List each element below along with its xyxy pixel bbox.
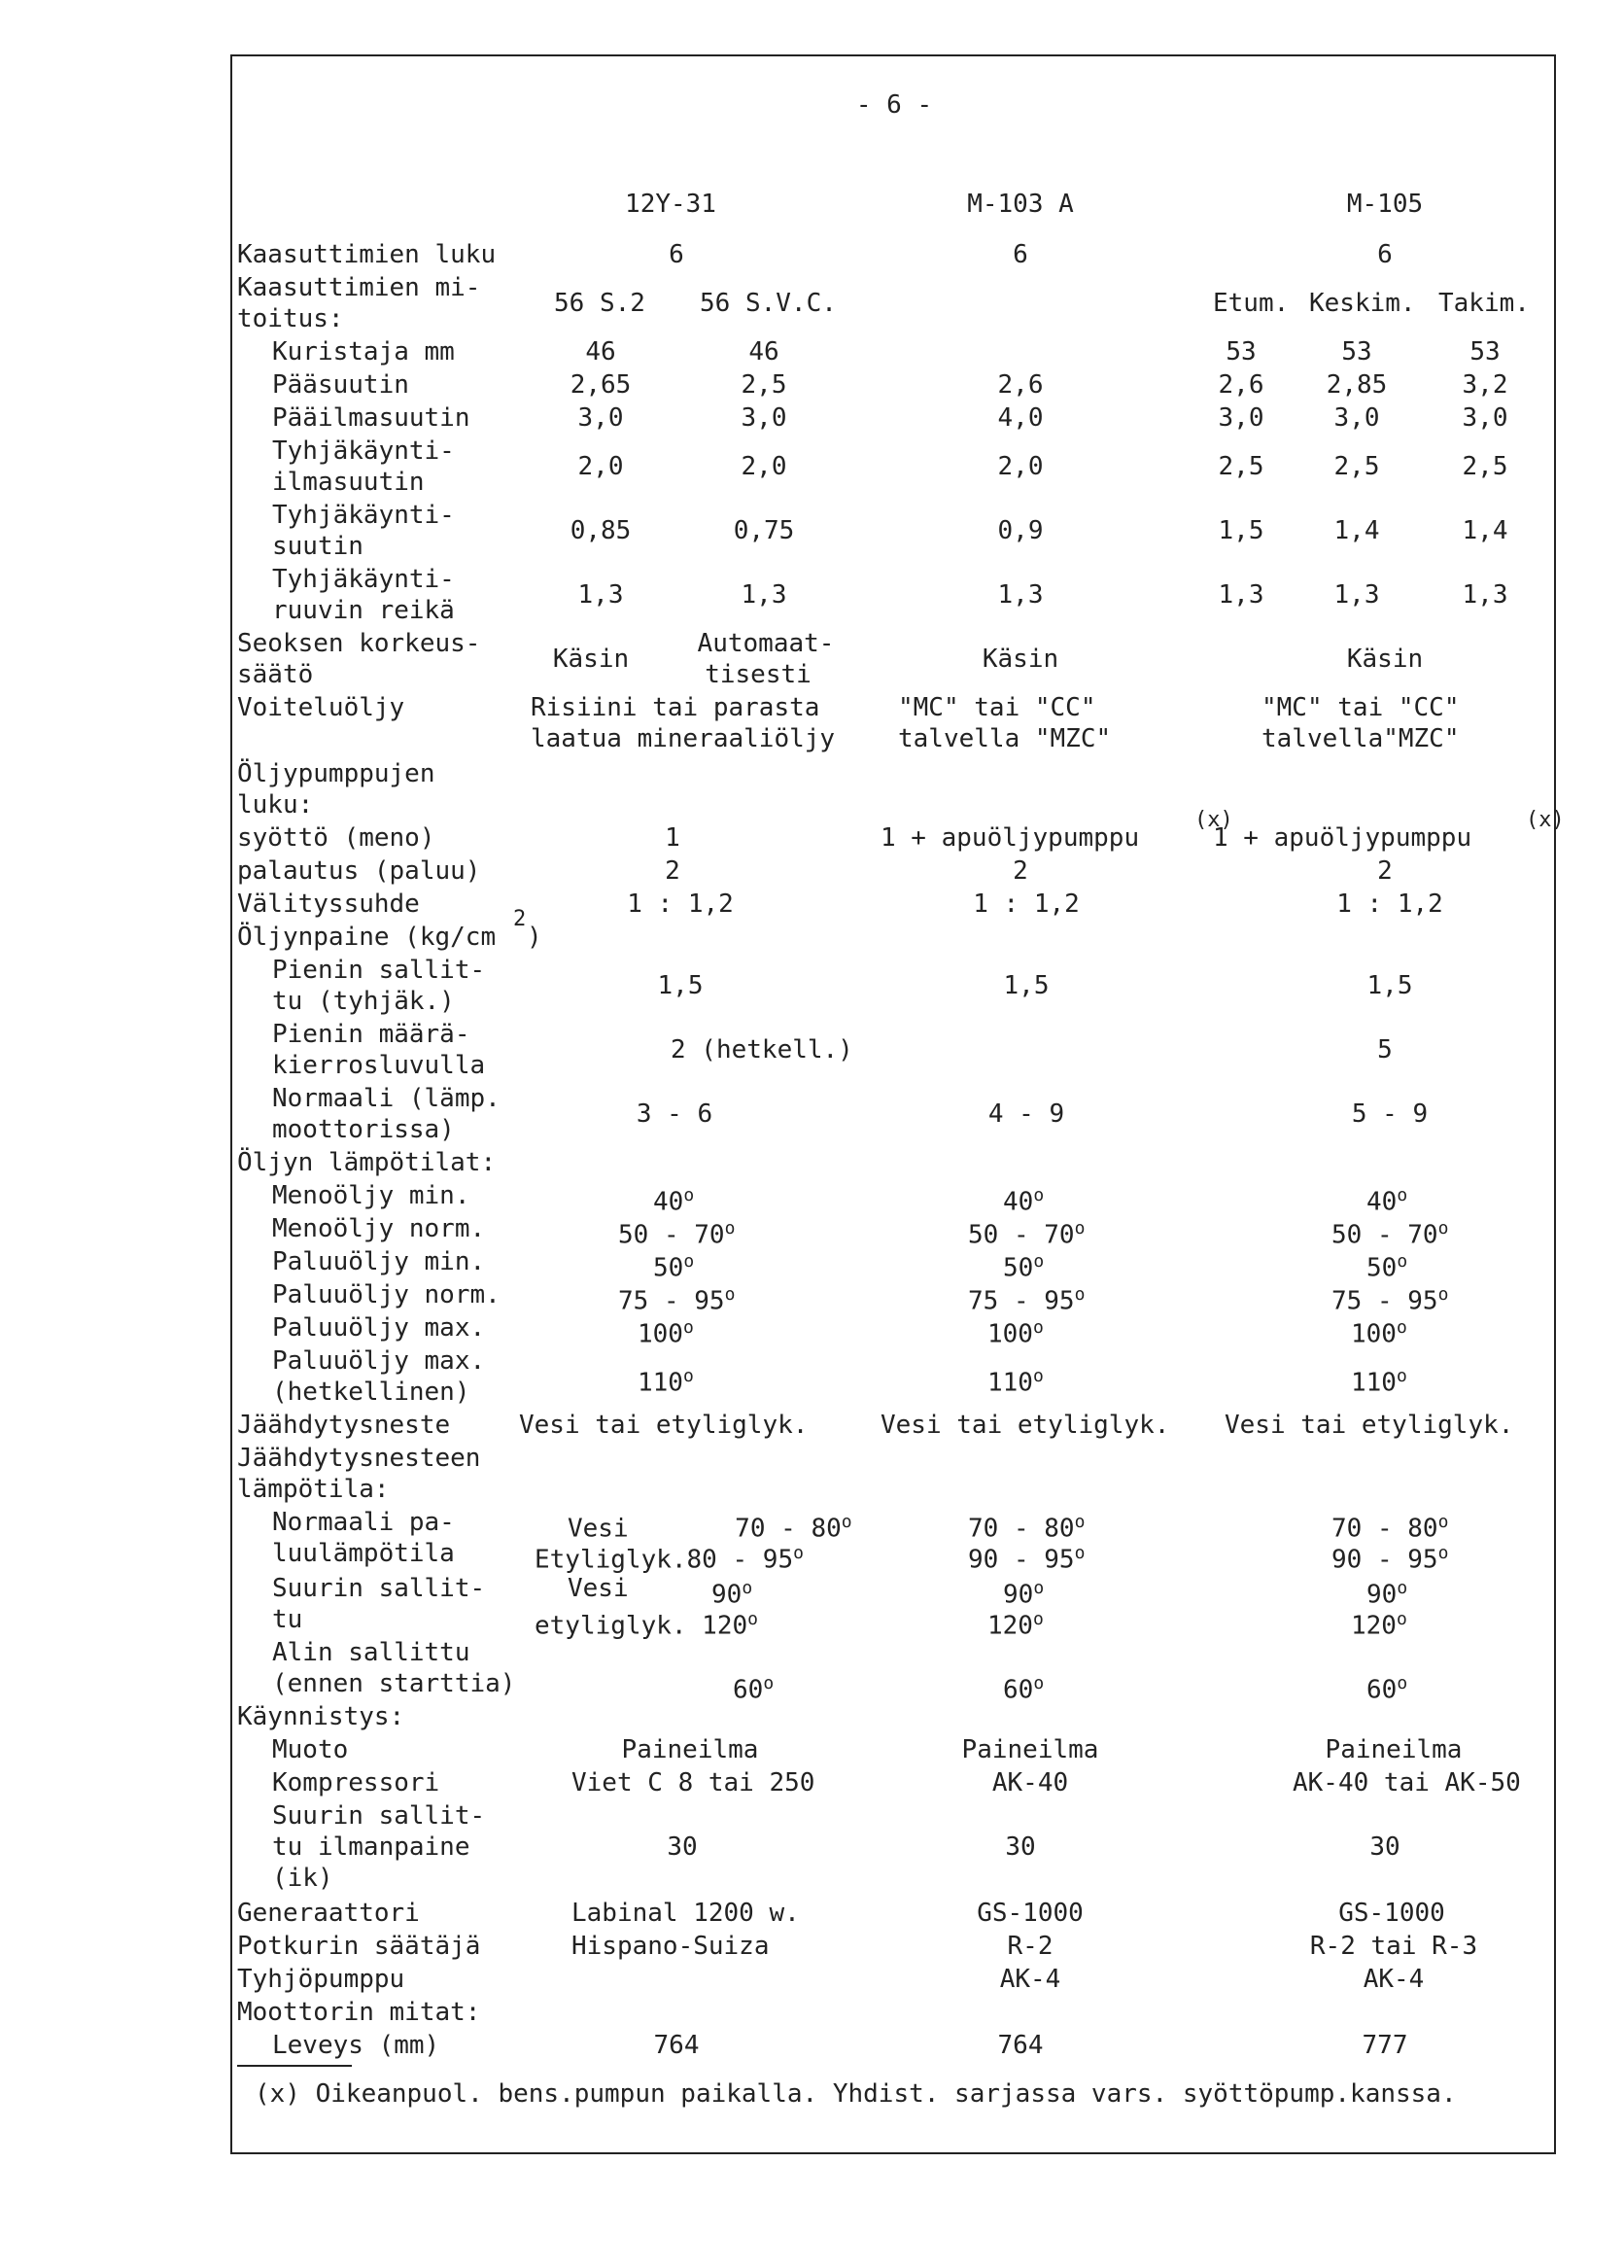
cell: 2,65 — [570, 370, 632, 400]
cell: 90 - 95$^o$ — [968, 1543, 1086, 1575]
cell: AK-4 — [1363, 1965, 1425, 1994]
cell: 40$^o$ — [1366, 1185, 1408, 1217]
cell: 6 — [669, 240, 684, 269]
cell: "MC" tai "CC" — [898, 693, 1096, 722]
cell: 75 - 95$^o$ — [968, 1284, 1086, 1316]
cell: 0,85 — [570, 516, 632, 545]
cell: 100$^o$ — [638, 1317, 694, 1349]
row-label: Normaali pa- — [272, 1508, 455, 1537]
cell: 90$^o$ — [1366, 1578, 1408, 1610]
cell: 120$^o$ — [1351, 1609, 1407, 1641]
cell: laatua mineraaliöljy — [531, 724, 836, 753]
cell: Automaat- — [697, 629, 835, 658]
cell: AK-40 — [991, 1768, 1069, 1797]
cell: 50$^o$ — [653, 1251, 695, 1283]
cell: 1,5 — [1218, 516, 1264, 545]
row-label: luku: — [237, 790, 314, 820]
cell: 1,5 — [657, 971, 704, 1000]
cell: "MC" tai "CC" — [1261, 693, 1460, 722]
row-label: Kompressori — [272, 1768, 440, 1797]
cell: tisesti — [705, 660, 812, 689]
superscript: 2 — [513, 907, 527, 931]
cell: Etum. — [1213, 289, 1290, 318]
row-label: Öljyn lämpötilat: — [237, 1148, 497, 1177]
footnote: (x) Oikeanpuol. bens.pumpun paikalla. Yhdist. sarjassa vars. syöttöpump.kanssa. — [255, 2079, 1457, 2109]
cell: 4 - 9 — [987, 1099, 1065, 1129]
cell: Risiini tai parasta — [531, 693, 820, 722]
cell: 110$^o$ — [638, 1366, 694, 1398]
cell: 1,4 — [1333, 516, 1380, 545]
cell: 2,5 — [741, 370, 787, 400]
cell: Labinal 1200 w. — [571, 1899, 800, 1928]
row-label: Pääsuutin — [272, 370, 409, 400]
row-label: Pienin sallit- — [272, 956, 486, 985]
cell: 1,5 — [1366, 971, 1413, 1000]
cell: 40$^o$ — [653, 1185, 695, 1217]
row-label: Alin sallittu — [272, 1638, 470, 1667]
cell: 2 — [1377, 856, 1393, 886]
cell: 1,3 — [1462, 580, 1508, 610]
cell: 100$^o$ — [987, 1317, 1044, 1349]
cell: 46 — [748, 337, 779, 366]
cell: 50$^o$ — [1003, 1251, 1045, 1283]
row-label: Kaasuttimien luku — [237, 240, 497, 269]
cell: 2,5 — [1462, 452, 1508, 481]
row-label: Muoto — [272, 1735, 349, 1764]
cell: 1,5 — [1003, 971, 1050, 1000]
cell: Paineilma — [621, 1735, 759, 1764]
row-label: Paluuöljy max. — [272, 1346, 486, 1376]
cell: 53 — [1226, 337, 1257, 366]
row-label: Potkurin säätäjä — [237, 1932, 481, 1961]
row-label: Pienin määrä- — [272, 1020, 470, 1049]
row-label: tu (tyhjäk.) — [272, 987, 455, 1016]
cell: Paineilma — [961, 1735, 1099, 1764]
cell: 1,3 — [741, 580, 787, 610]
row-label: (ennen starttia) — [272, 1669, 516, 1698]
cell: 1,3 — [1218, 580, 1264, 610]
cell: 1,3 — [1333, 580, 1380, 610]
row-label: Pääilmasuutin — [272, 403, 470, 433]
row-label: moottorissa) — [272, 1115, 455, 1144]
cell: 30 — [1005, 1832, 1036, 1862]
cell: talvella"MZC" — [1261, 724, 1460, 753]
cell: AK-40 tai AK-50 — [1293, 1768, 1521, 1797]
row-label: Välityssuhde — [237, 890, 420, 919]
row-label: suutin — [272, 532, 363, 561]
row-label: toitus: — [237, 304, 344, 333]
row-label: luulämpötila — [272, 1539, 455, 1568]
cell: 75 - 95$^o$ — [1331, 1284, 1449, 1316]
cell: 2 — [1013, 856, 1028, 886]
cell: Viet C 8 tai 250 — [571, 1768, 815, 1797]
cell: 90$^o$ — [1003, 1578, 1045, 1610]
cell: Vesi tai etyliglyk. — [1225, 1411, 1514, 1440]
cell: Etyliglyk.80 - 95$^o$ — [535, 1543, 804, 1575]
cell: 2,6 — [997, 370, 1044, 400]
row-label: tu — [272, 1605, 303, 1634]
row-label: Tyhjäkäynti- — [272, 501, 455, 530]
cell: R-2 tai R-3 — [1309, 1932, 1478, 1961]
row-label: Kuristaja mm — [272, 337, 455, 366]
cell: GS-1000 — [977, 1899, 1084, 1928]
row-label: Seoksen korkeus- — [237, 629, 481, 658]
row-label: Suurin sallit- — [272, 1574, 486, 1603]
cell: Käsin — [982, 645, 1059, 674]
cell: 75 - 95$^o$ — [618, 1284, 736, 1316]
row-label: säätö — [237, 660, 314, 689]
cell: 50$^o$ — [1366, 1251, 1408, 1283]
cell: 1 + apuöljypumppu — [1213, 823, 1472, 853]
cell: 50 - 70$^o$ — [968, 1218, 1086, 1250]
cell: 2 — [665, 856, 680, 886]
row-label: lämpötila: — [237, 1475, 390, 1504]
cell: 70 - 80$^o$ — [968, 1512, 1086, 1544]
cell: 764 — [997, 2031, 1044, 2060]
cell: 30 — [1369, 1832, 1400, 1862]
row-label: Menoöljy min. — [272, 1181, 470, 1210]
cell: 3,0 — [741, 403, 787, 433]
cell: AK-4 — [999, 1965, 1061, 1994]
cell: 1,4 — [1462, 516, 1508, 545]
cell: 2,5 — [1333, 452, 1380, 481]
cell: 3 - 6 — [636, 1099, 713, 1129]
cell: Vesi tai etyliglyk. — [519, 1411, 809, 1440]
cell: 6 — [1377, 240, 1393, 269]
row-label: (hetkellinen) — [272, 1378, 470, 1407]
cell: Käsin — [1346, 645, 1424, 674]
row-label: syöttö (meno) — [237, 823, 435, 853]
cell: 70 - 80$^o$ — [1331, 1512, 1449, 1544]
cell: 0,75 — [733, 516, 795, 545]
row-label: Voiteluöljy — [237, 693, 405, 722]
row-label: Suurin sallit- — [272, 1801, 486, 1831]
cell: 53 — [1469, 337, 1501, 366]
cell: talvella "MZC" — [898, 724, 1112, 753]
row-label: Menoöljy norm. — [272, 1214, 486, 1243]
cell: 3,0 — [1462, 403, 1508, 433]
cell: 1,3 — [577, 580, 624, 610]
cell: 30 — [667, 1832, 698, 1862]
row-label: Öljynpaine (kg/cm — [237, 923, 497, 952]
row-label: Leveys (mm) — [272, 2031, 440, 2060]
cell: Vesi — [568, 1574, 629, 1603]
cell: Paineilma — [1325, 1735, 1463, 1764]
cell: 4,0 — [997, 403, 1044, 433]
cell: 100$^o$ — [1351, 1317, 1407, 1349]
cell: R-2 — [1007, 1932, 1054, 1961]
row-label: Tyhjöpumppu — [237, 1965, 405, 1994]
row-label: ) — [527, 923, 542, 952]
cell: 2,85 — [1326, 370, 1388, 400]
cell: 110$^o$ — [987, 1366, 1044, 1398]
cell: 1 : 1,2 — [973, 890, 1080, 919]
cell: etyliglyk. 120$^o$ — [535, 1609, 758, 1641]
cell: 110$^o$ — [1351, 1366, 1407, 1398]
cell: 60$^o$ — [733, 1673, 775, 1705]
row-label: Tyhjäkäynti- — [272, 565, 455, 594]
cell: 46 — [585, 337, 616, 366]
cell: 90$^o$ — [711, 1578, 753, 1610]
cell: 3,0 — [577, 403, 624, 433]
footnote-mark: (x) — [1194, 808, 1233, 832]
row-label: ilmasuutin — [272, 468, 425, 497]
cell: 2,0 — [741, 452, 787, 481]
page-number: - 6 - — [855, 90, 933, 120]
cell: 1 : 1,2 — [627, 890, 734, 919]
row-label: ruuvin reikä — [272, 596, 455, 625]
cell: 2,0 — [997, 452, 1044, 481]
cell: Takim. — [1438, 289, 1530, 318]
cell: Käsin — [552, 645, 630, 674]
row-label: Käynnistys: — [237, 1702, 405, 1731]
row-label: Jäähdytysnesteen — [237, 1444, 481, 1473]
cell: 53 — [1341, 337, 1372, 366]
row-label: Jäähdytysneste — [237, 1411, 451, 1440]
row-label: Paluuöljy max. — [272, 1313, 486, 1343]
cell: 2,6 — [1218, 370, 1264, 400]
row-label: Tyhjäkäynti- — [272, 436, 455, 466]
cell: 1 : 1,2 — [1336, 890, 1443, 919]
cell: 777 — [1362, 2031, 1408, 2060]
row-label: Normaali (lämp. — [272, 1084, 501, 1113]
cell: 1,3 — [997, 580, 1044, 610]
footnote-mark: (x) — [1526, 808, 1565, 832]
cell: 3,0 — [1218, 403, 1264, 433]
cell: 5 - 9 — [1351, 1099, 1429, 1129]
cell: 60$^o$ — [1366, 1673, 1408, 1705]
cell: 90 - 95$^o$ — [1331, 1543, 1449, 1575]
row-label: Paluuöljy min. — [272, 1247, 486, 1276]
row-label: Paluuöljy norm. — [272, 1280, 501, 1309]
cell: 60$^o$ — [1003, 1673, 1045, 1705]
row-label: kierrosluvulla — [272, 1051, 486, 1080]
cell: 50 - 70$^o$ — [618, 1218, 736, 1250]
cell: 3,2 — [1462, 370, 1508, 400]
cell: Hispano-Suiza — [571, 1932, 770, 1961]
cell: 56 S.2 — [554, 289, 645, 318]
cell: 0,9 — [997, 516, 1044, 545]
column-header-12y31: 12Y-31 — [625, 190, 716, 219]
cell: Keskim. — [1309, 289, 1416, 318]
cell: Vesi 70 - 80$^o$ — [568, 1512, 852, 1544]
footnote-rule — [237, 2065, 352, 2067]
cell: 56 S.V.C. — [700, 289, 837, 318]
row-label: Öljypumppujen — [237, 759, 435, 788]
row-label: Kaasuttimien mi- — [237, 273, 481, 302]
cell: 120$^o$ — [987, 1609, 1044, 1641]
cell: GS-1000 — [1338, 1899, 1445, 1928]
cell: 1 + apuöljypumppu — [881, 823, 1140, 853]
cell: 3,0 — [1333, 403, 1380, 433]
cell: 1 — [665, 823, 680, 853]
cell: 2,5 — [1218, 452, 1264, 481]
cell: 40$^o$ — [1003, 1185, 1045, 1217]
column-header-m105: M-105 — [1346, 190, 1424, 219]
cell: 764 — [653, 2031, 700, 2060]
cell: 5 — [1377, 1035, 1393, 1064]
cell: 6 — [1013, 240, 1028, 269]
row-label: palautus (paluu) — [237, 856, 481, 886]
cell: 2 (hetkell.) — [671, 1035, 853, 1064]
row-label: Generaattori — [237, 1899, 420, 1928]
column-header-m103a: M-103 A — [967, 190, 1074, 219]
cell: Vesi tai etyliglyk. — [881, 1411, 1170, 1440]
row-label: tu ilmanpaine — [272, 1832, 470, 1862]
row-label: (ik) — [272, 1864, 333, 1893]
row-label: Moottorin mitat: — [237, 1998, 481, 2027]
cell: 50 - 70$^o$ — [1331, 1218, 1449, 1250]
cell: 2,0 — [577, 452, 624, 481]
